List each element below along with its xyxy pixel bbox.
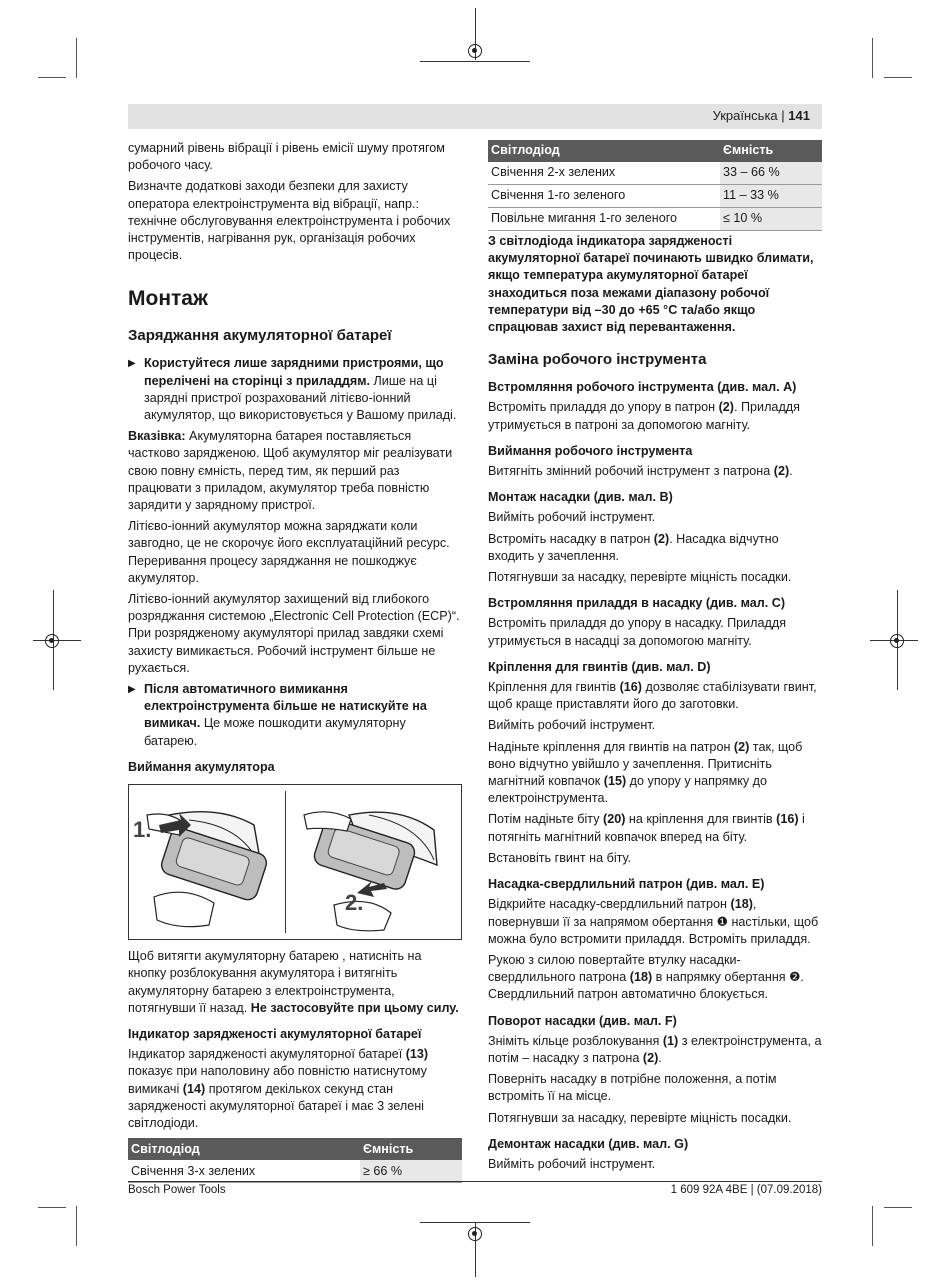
bullet-bold-text: Після автоматичного вимикання електроінструмента більше не натискуйте на вимикач. <box>144 682 427 731</box>
crop-mark <box>884 1207 912 1208</box>
indicator-text: Індикатор зарядженості акумуляторної батареї <box>128 1047 406 1062</box>
heading-charge-indicator: Індикатор зарядженості акумуляторної батареї <box>128 1026 422 1041</box>
body-text: так, щоб воно відчутно увійшло у зачеплення. Притисніть магнітний ковпачок <box>488 739 803 789</box>
screw-paragraph-1 <box>488 679 822 713</box>
heading-demount-attachment: Демонтаж насадки (див. мал. G) <box>488 1136 689 1151</box>
footer-doc-info: 1 609 92A 4BE | (07.09.2018) <box>670 1184 822 1196</box>
drill-paragraph-2 <box>488 952 822 1004</box>
body-text: Встроміть приладдя до упору в патрон <box>488 400 719 415</box>
ref-number: (2) <box>773 464 790 479</box>
registration-mark-icon <box>890 634 904 648</box>
led-warning <box>488 233 822 336</box>
intro-paragraph: сумарний рівень вібрації і рівень емісії шуму протягом робочого часу. <box>128 141 445 173</box>
bullet-auto-off <box>128 681 462 750</box>
page-number: 141 <box>788 108 810 123</box>
insert-attachment-paragraph: Встроміть приладдя до упору в насадку. Приладдя утримується в насадці за допомогою магніту. <box>488 616 787 648</box>
led-warning-text: З світлодіода індикатора зарядженості акумуляторної батареї починають швидко блимати, якщо температура акумуляторної батареї знаходиться поза межами діапазону робочої температури від –30 до +65 °C та/або якщо спрацював захист від перевантаження. <box>488 234 814 335</box>
led-table-right <box>488 140 822 231</box>
capacity-cell: 33 – 66 % <box>720 162 822 185</box>
table-row <box>488 208 822 231</box>
table-row <box>488 185 822 208</box>
capacity-cell: ≥ 66 % <box>360 1160 462 1183</box>
led-cell: Свічення 2-х зелених <box>488 162 720 185</box>
ref-number: (13) <box>405 1047 429 1062</box>
body-text: дозволяє стабілізувати гвинт, щоб краще приставляти його до заготовки. <box>488 680 817 712</box>
ref-number: (18) <box>730 897 753 912</box>
bullet-bold-text: Користуйтеся лише зарядними пристроями, що перелічені на сторінці з приладдям. <box>144 356 444 388</box>
heading-rotate-attachment: Поворот насадки (див. мал. F) <box>488 1013 677 1028</box>
body-text: Рукою з силою повертайте втулку насадки-свердлильного патрона <box>488 952 741 985</box>
body-text: Зніміть кільце розблокування <box>488 1033 663 1048</box>
column-header-led: Світлодіод <box>488 140 720 162</box>
footer-rule <box>128 1181 822 1182</box>
capacity-cell: ≤ 10 % <box>720 208 822 231</box>
attach-paragraph-1: Вийміть робочий інструмент. <box>488 510 656 525</box>
heading-drill-chuck: Насадка-свердлильний патрон (див. мал. E) <box>488 877 765 892</box>
note-paragraph <box>128 428 462 514</box>
battery-removal-figure <box>128 784 462 940</box>
ref-number: (14) <box>182 1081 206 1096</box>
battery-removal-illustration <box>129 785 461 939</box>
heading-attach: Монтаж насадки (див. мал. B) <box>488 490 673 505</box>
registration-mark-icon <box>45 634 59 648</box>
screw-paragraph-2: Вийміть робочий інструмент. <box>488 718 656 733</box>
heading-removing-battery: Виймання акумулятора <box>128 759 275 774</box>
screw-paragraph-5: Встановіть гвинт на біту. <box>488 850 632 865</box>
note-text: Акумуляторна батарея поставляється частково зарядженою. Щоб акумулятор міг реалізувати свою повну ємність, перед тим, як перший раз працювати з приладом, акумулятор треба повністю зарядити у зарядному пристрої. <box>128 429 453 513</box>
remove-text: Щоб витягти акумуляторну батарею , натисніть на кнопку розблокування акумулятора і витягніть акумуляторну батарею з електроінструмента, потягнувши її назад. <box>128 949 422 1015</box>
body-text: в напрямку обертання ❷. Свердлильний патрон автоматично блокується. <box>488 970 804 1002</box>
header-language: Українська <box>712 108 778 123</box>
body-text: Надіньте кріплення для гвинтів на патрон <box>488 739 734 754</box>
ref-number: (2) <box>642 1050 659 1065</box>
right-column <box>488 140 822 1177</box>
remove-warning: Не застосовуйте при цьому силу. <box>250 1000 459 1015</box>
body-text: Відкрийте насадку-свердлильний патрон <box>488 897 731 912</box>
crop-mark <box>38 77 66 78</box>
registration-line <box>420 61 530 62</box>
body-text: Кріплення для гвинтів <box>488 680 620 695</box>
capacity-cell: 11 – 33 % <box>720 185 822 208</box>
heading-screw-holder: Кріплення для гвинтів (див. мал. D) <box>488 659 711 674</box>
led-table-left <box>128 1138 462 1183</box>
section-title-montage: Монтаж <box>128 287 208 311</box>
ref-number: (18) <box>629 970 653 985</box>
header-separator: | <box>781 108 785 123</box>
crop-mark <box>76 1206 77 1246</box>
indicator-text: показує при наполовину або повністю натиснутому вимикачі <box>128 1064 427 1096</box>
ref-number: (16) <box>776 812 799 827</box>
table-header-row <box>488 140 822 162</box>
figure-step-1-label: 1. <box>133 817 152 843</box>
table-header-row <box>128 1138 462 1160</box>
indicator-text: протягом декількох секунд стан зарядженості акумуляторної батареї і має 3 зелені світлодіоди. <box>128 1081 424 1130</box>
led-cell: Свічення 1-го зеленого <box>488 185 720 208</box>
led-cell: Свічення 3-х зелених <box>128 1160 360 1183</box>
attach-paragraph-3: Потягнувши за насадку, перевірте міцність посадки. <box>488 570 792 585</box>
remove-tool-paragraph <box>488 463 822 480</box>
ref-number: (2) <box>653 531 670 546</box>
body-text: , повернувши її за напрямом обертання ❶ настільки, щоб можна було встромити приладдя. Встроміть приладдя. <box>488 897 819 946</box>
rotate-paragraph-2: Поверніть насадку в потрібне положення, а потім встроміть її на місце. <box>488 1072 777 1104</box>
crop-mark <box>38 1207 66 1208</box>
body-text: Потім надіньте біту <box>488 812 603 827</box>
demount-paragraph: Вийміть робочий інструмент. <box>488 1156 656 1171</box>
header-text <box>713 108 810 123</box>
ref-number: (20) <box>603 812 626 827</box>
body-text: . Насадка відчутно входить у зачеплення. <box>488 531 779 563</box>
bullet-chargers <box>128 355 462 424</box>
rotate-paragraph-3: Потягнувши за насадку, перевірте міцність посадки. <box>488 1110 792 1125</box>
doc-number: 1 609 92A 4BE <box>670 1184 748 1196</box>
registration-mark-icon <box>468 44 482 58</box>
table-row <box>128 1160 462 1183</box>
bullet-text: Лише на ці зарядні пристрої розрахований літієво-іонний акумулятор, що використовується у Вашому приладі. <box>144 373 457 423</box>
heading-remove-tool: Виймання робочого інструмента <box>488 443 693 458</box>
ref-number: (2) <box>733 739 750 754</box>
table-row <box>488 162 822 185</box>
crop-mark <box>872 38 873 78</box>
body-text: і потягніть магнітний ковпачок вперед на біту. <box>488 812 805 844</box>
safety-paragraph: Визначте додаткові заходи безпеки для захисту оператора електроінструмента від вібрації, напр.: технічне обслуговування електроінструмента і робочих інструментів, нагрівання рук, організація робочих процесів. <box>128 179 451 263</box>
doc-date: (07.09.2018) <box>756 1184 822 1196</box>
body-text: з електроінструмента, а потім – насадку з патрона <box>488 1033 822 1065</box>
attach-paragraph-2 <box>488 531 822 565</box>
column-header-led: Світлодіод <box>128 1138 360 1160</box>
footer-brand: Bosch Power Tools <box>128 1184 226 1196</box>
led-cell: Повільне мигання 1-го зеленого <box>488 208 720 231</box>
body-text: Витягніть змінний робочий інструмент з патрона <box>488 464 774 479</box>
note-label: Вказівка: <box>128 429 186 444</box>
liion-paragraph-2: Літієво-іонний акумулятор захищений від глибокого розряджання системою „Electronic Cell Protection (ECP)“. При розрядженому акумуляторі прилад завдяки схемі захисту вимикається. Робочий інструмент більше не рухається. <box>128 592 460 675</box>
body-text: до упору у напрямку до електроінструмента. <box>488 774 768 806</box>
body-text: . <box>658 1050 662 1065</box>
figure-divider <box>285 791 286 933</box>
insert-paragraph <box>488 399 822 433</box>
crop-mark <box>76 38 77 78</box>
indicator-paragraph <box>128 1046 462 1132</box>
remove-instructions <box>128 948 462 1017</box>
crop-mark <box>884 77 912 78</box>
heading-tool-change: Заміна робочого інструмента <box>488 351 707 369</box>
column-header-capacity: Ємність <box>360 1138 462 1160</box>
heading-insert-tool: Встромляння робочого інструмента (див. мал. A) <box>488 380 797 395</box>
figure-step-2-label: 2. <box>345 890 364 916</box>
body-text: . Приладдя утримується в патроні за допомогою магніту. <box>488 400 800 432</box>
crop-mark <box>872 1206 873 1246</box>
body-text: на кріплення для гвинтів <box>625 812 777 827</box>
heading-insert-attachment: Встромляння приладдя в насадку (див. мал. C) <box>488 596 786 611</box>
body-text: . <box>789 464 793 479</box>
bullet-text: Це може пошкодити акумуляторну батарею. <box>144 716 406 748</box>
rotate-paragraph-1 <box>488 1033 822 1067</box>
drill-paragraph-1 <box>488 896 822 948</box>
screw-paragraph-3 <box>488 739 822 808</box>
column-header-capacity: Ємність <box>720 140 822 162</box>
ref-number: (1) <box>662 1033 679 1048</box>
page-header <box>128 104 822 129</box>
body-text: Встроміть насадку в патрон <box>488 531 654 546</box>
ref-number: (2) <box>718 400 734 415</box>
liion-paragraph-1: Літієво-іонний акумулятор можна заряджати коли завгодно, це не скорочує його експлуатаційний ресурс. Переривання процесу заряджання не пошкоджує акумулятор. <box>128 519 450 585</box>
ref-number: (16) <box>619 680 642 695</box>
left-column <box>128 140 462 1183</box>
screw-paragraph-4 <box>488 811 822 845</box>
heading-charging: Заряджання акумуляторної батареї <box>128 327 392 345</box>
registration-mark-icon <box>468 1227 482 1241</box>
ref-number: (15) <box>603 774 627 789</box>
